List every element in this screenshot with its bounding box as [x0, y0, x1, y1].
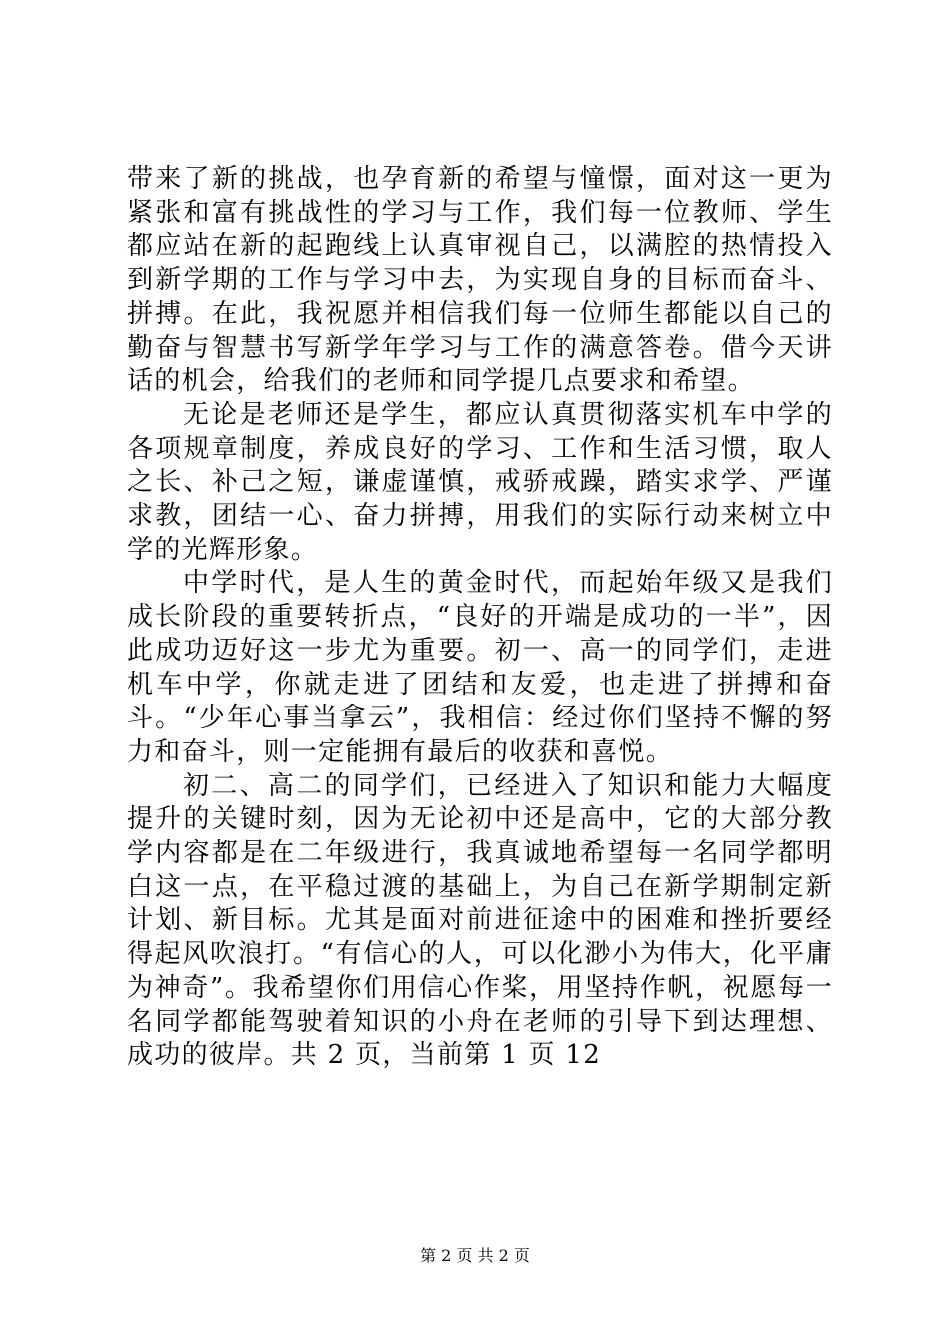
page-footer: 第 2 页 共 2 页 — [420, 1246, 530, 1265]
body-text — [127, 163, 833, 1073]
paragraph-2: 无论是老师还是学生，都应认真贯彻落实机车中学的各项规章制度，养成良好的学习、工作和生活习惯，取人之长、补己之短，谦虚谨慎，戒骄戒躁，踏实求学、严谨求教，团结一心、奋力拼搏，用我们的实际行动来树立中学的光辉形象。 — [127, 399, 833, 565]
paragraph-4: 初二、高二的同学们，已经进入了知识和能力大幅度提升的关键时刻，因为无论初中还是高中，它的大部分教学内容都是在二年级进行，我真诚地希望每一名同学都明白这一点，在平稳过渡的基础上，为自己在新学期制定新计划、新目标。尤其是面对前进征途中的困难和挫折要经得起风吹浪打。“有信心的人，可以化渺小为伟大，化平庸为神奇”。我希望你们用信心作桨，用坚持作帆，祝愿每一名同学都能驾驶着知识的小舟在老师的引导下到达理想、成功的彼岸。共 2 页，当前第 1 页 12 — [127, 770, 833, 1071]
paragraph-1: 带来了新的挑战，也孕育新的希望与憧憬，面对这一更为紧张和富有挑战性的学习与工作，我们每一位教师、学生都应站在新的起跑线上认真审视自己，以满腔的热情投入到新学期的工作与学习中去，为实现自身的目标而奋斗、拼搏。在此，我祝愿并相信我们每一位师生都能以自己的勤奋与智慧书写新学年学习与工作的满意答卷。借今天讲话的机会，给我们的老师和同学提几点要求和希望。 — [127, 164, 833, 397]
paragraph-3: 中学时代，是人生的黄金时代，而起始年级又是我们成长阶段的重要转折点，“良好的开端是成功的一半”，因此成功迈好这一步尤为重要。初一、高一的同学们，走进机车中学，你就走进了团结和友爱，也走进了拼搏和奋斗。“少年心事当拿云”，我相信：经过你们坚持不懈的努力和奋斗，则一定能拥有最后的收获和喜悦。 — [127, 568, 833, 767]
